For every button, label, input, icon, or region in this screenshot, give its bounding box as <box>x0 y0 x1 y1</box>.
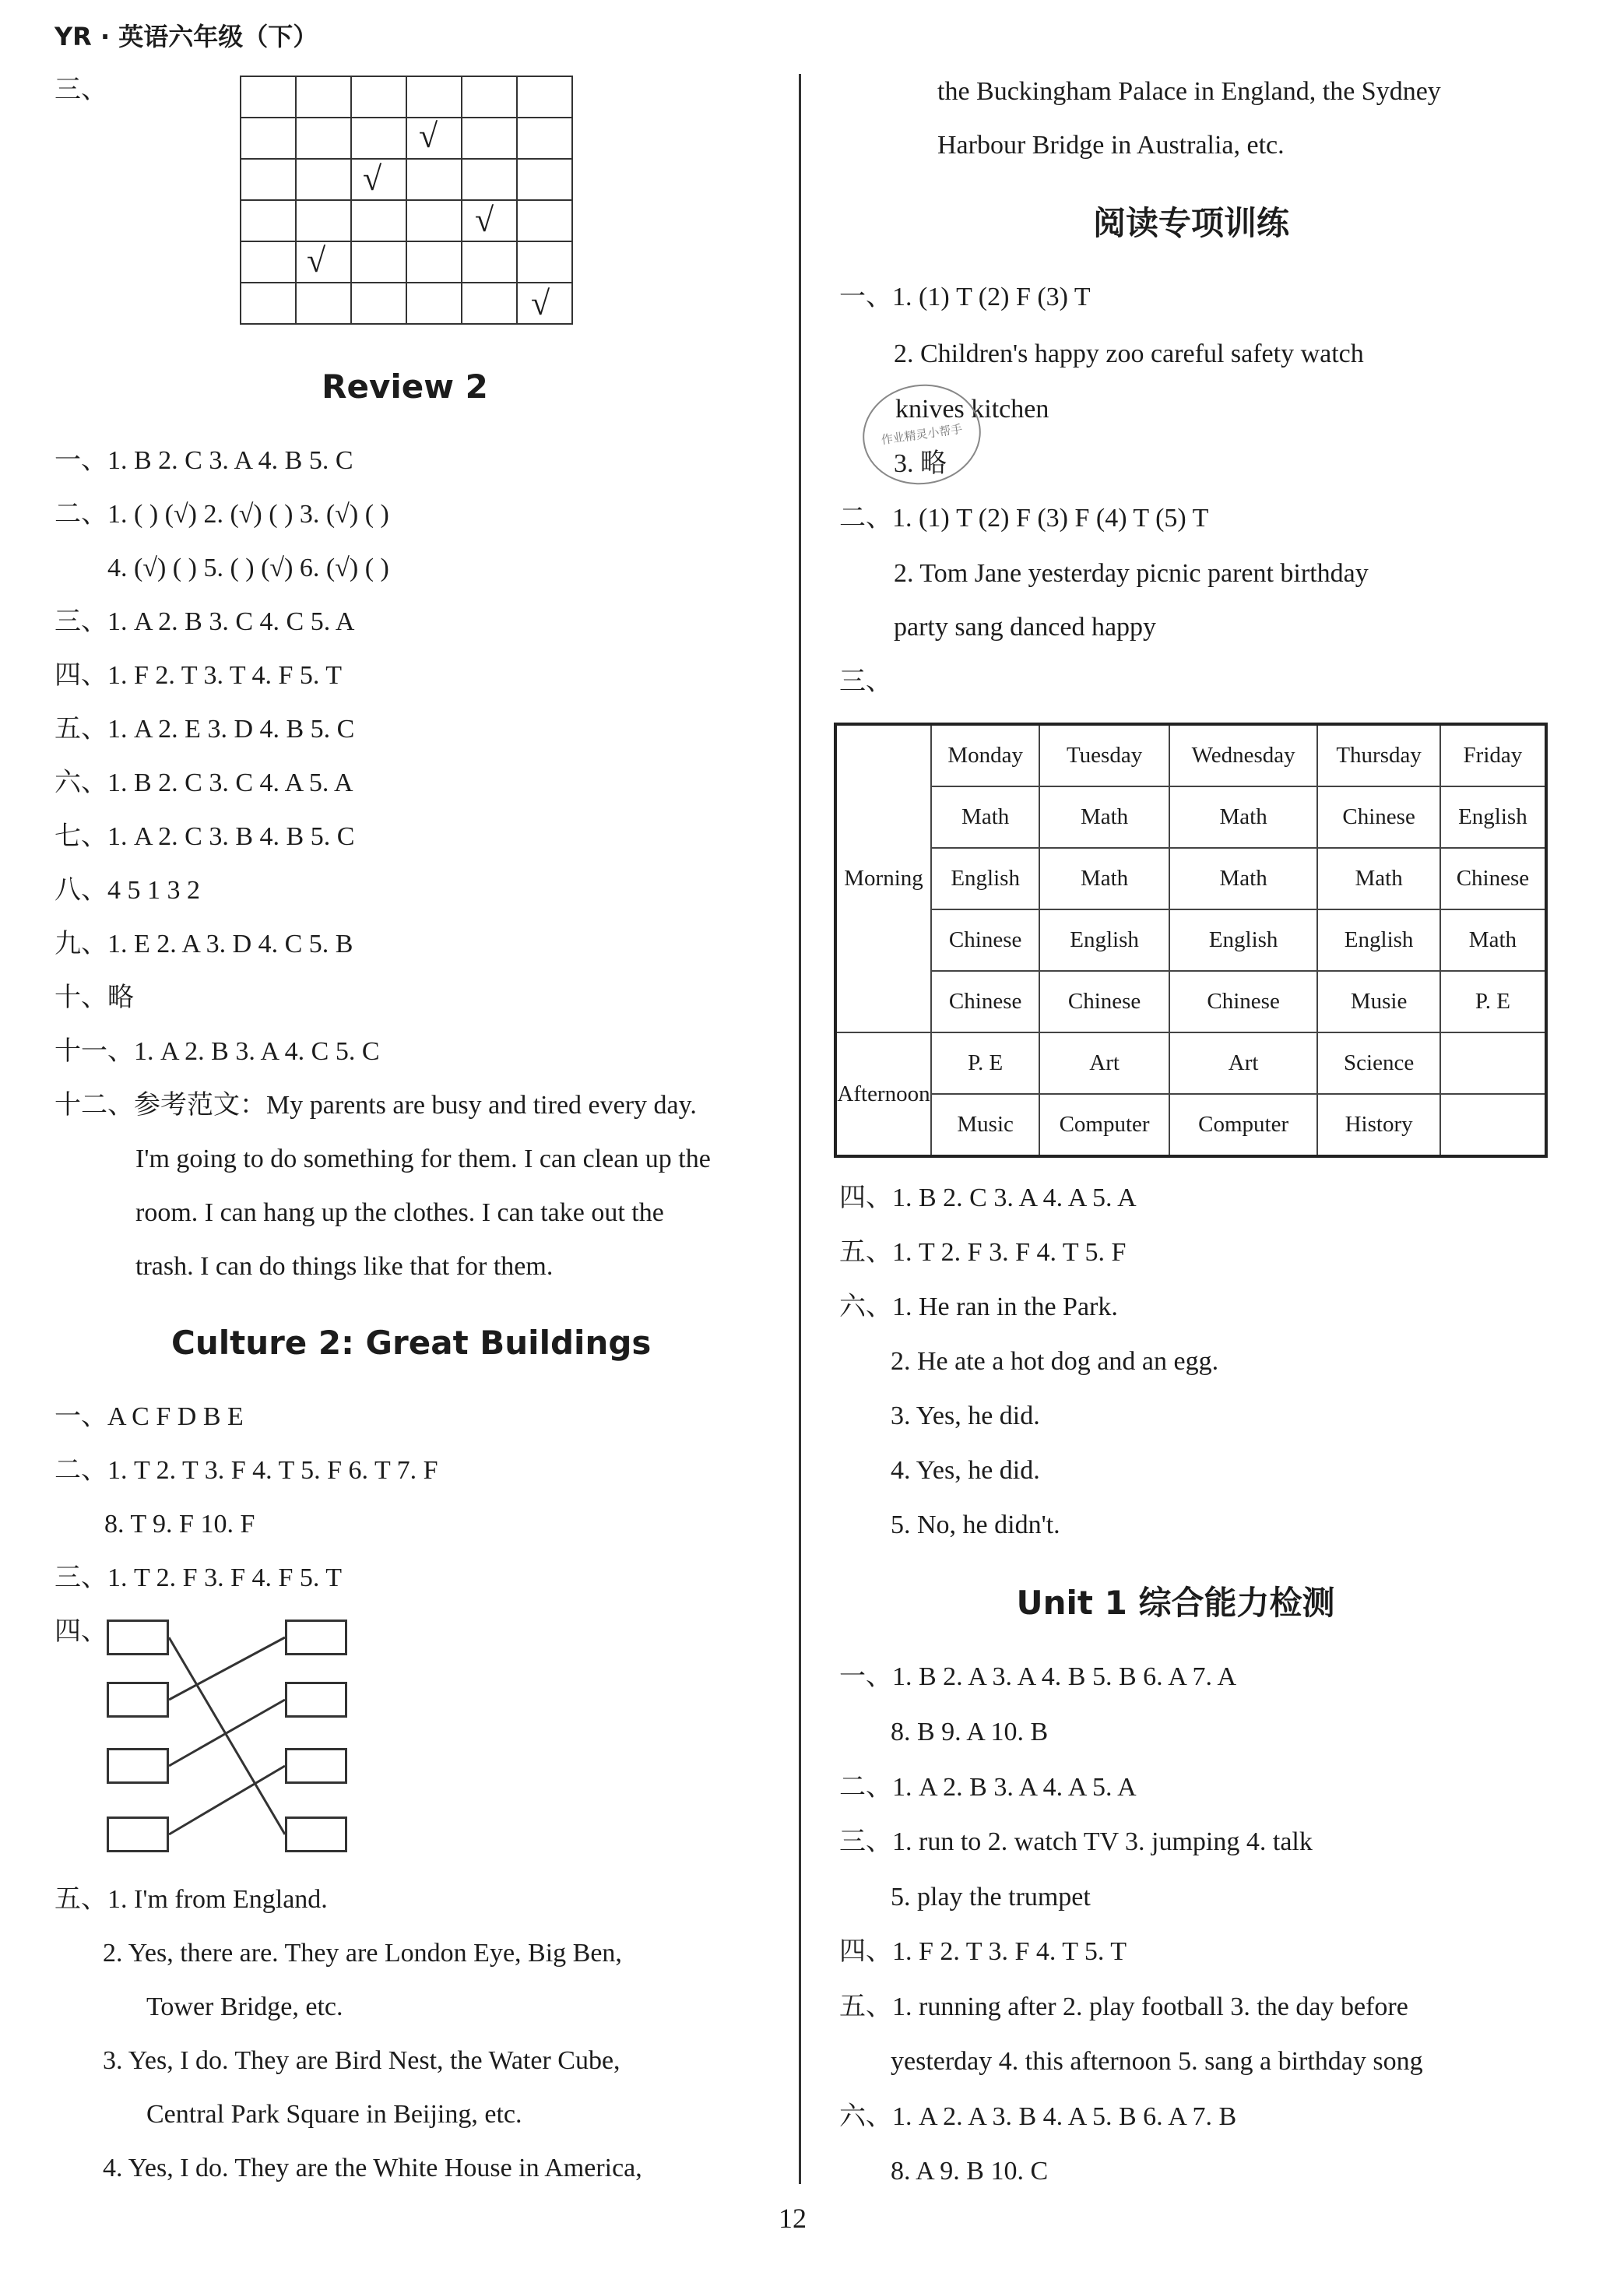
reading2-line: 5. No, he didn't. <box>891 1511 1060 1539</box>
check-mark-icon: √ <box>531 284 550 322</box>
check-mark-icon: √ <box>307 241 326 280</box>
review2-line: 4. (√) ( ) 5. ( ) (√) 6. (√) ( ) <box>107 554 389 582</box>
table-row <box>835 786 1546 848</box>
review2-line: 二、1. ( ) (√) 2. (√) ( ) 3. (√) ( ) <box>54 500 389 529</box>
culture2-answer-line: 3. Yes, I do. They are Bird Nest, the Water Cube, <box>103 2046 620 2075</box>
culture2-line: 8. T 9. F 10. F <box>104 1510 255 1539</box>
table-cell: Math <box>1440 909 1546 971</box>
culture2-answer-line: 4. Yes, I do. They are the White House in America, <box>103 2154 642 2182</box>
review2-line: 一、1. B 2. C 3. A 4. B 5. C <box>54 446 353 475</box>
table-row <box>835 909 1546 971</box>
reading-line: 二、1. (1) T (2) F (3) F (4) T (5) T <box>839 504 1209 533</box>
review2-line: 六、1. B 2. C 3. C 4. A 5. A <box>54 768 353 797</box>
table-cell: Computer <box>1169 1094 1318 1156</box>
culture2-line: 三、1. T 2. F 3. F 4. F 5. T <box>54 1563 343 1592</box>
review2-line: 十、略 <box>54 983 134 1012</box>
table-cell: Music <box>931 1094 1039 1156</box>
culture2-title: Culture 2: Great Buildings <box>171 1324 652 1362</box>
review2-essay-line: 十二、参考范文：My parents are busy and tired every day. <box>54 1091 697 1120</box>
afternoon-label: Afternoon <box>835 1032 931 1156</box>
table-cell: Musie <box>1317 971 1439 1032</box>
table-cell: Chinese <box>1317 786 1439 848</box>
table-cell <box>1440 1094 1546 1156</box>
review2-line: 七、1. A 2. C 3. B 4. B 5. C <box>54 822 355 851</box>
running-header: YR · 英语六年级（下） <box>54 22 318 51</box>
unit1-line: 8. A 9. B 10. C <box>891 2157 1049 2186</box>
check-mark-icon: √ <box>419 117 438 155</box>
reading-line: 三、 <box>839 667 892 696</box>
reading2-line: 四、1. B 2. C 3. A 4. A 5. A <box>839 1183 1137 1212</box>
reading-line: party sang danced happy <box>894 613 1157 642</box>
table-cell: Math <box>931 786 1039 848</box>
reading-line: 2. Tom Jane yesterday picnic parent birthday <box>894 559 1369 588</box>
reading2-line: 六、1. He ran in the Park. <box>839 1292 1118 1321</box>
check-mark-icon: √ <box>475 201 494 239</box>
table-row <box>835 1032 1546 1094</box>
reading2-line: 2. He ate a hot dog and an egg. <box>891 1347 1219 1376</box>
table-cell: Chinese <box>1440 848 1546 909</box>
culture2-line: 二、1. T 2. T 3. F 4. T 5. F 6. T 7. F <box>54 1456 438 1485</box>
table-cell <box>1440 1032 1546 1094</box>
reading-title: 阅读专项训练 <box>1092 204 1289 242</box>
review2-line: 四、1. F 2. T 3. T 4. F 5. T <box>54 661 343 690</box>
unit1-title: Unit 1 综合能力检测 <box>1016 1584 1335 1622</box>
unit1-line: 四、1. F 2. T 3. F 4. T 5. T <box>839 1937 1127 1966</box>
table-row <box>835 848 1546 909</box>
reading-line: 一、1. (1) T (2) F (3) T <box>839 283 1091 311</box>
table-cell: Math <box>1039 786 1169 848</box>
reading2-line: 五、1. T 2. F 3. F 4. T 5. F <box>839 1238 1127 1267</box>
review2-essay-line: trash. I can do things like that for them. <box>135 1252 554 1281</box>
review2-essay-line: I'm going to do something for them. I can clean up the <box>135 1145 711 1173</box>
unit1-line: 三、1. run to 2. watch TV 3. jumping 4. talk <box>839 1827 1313 1856</box>
day-header: Thursday <box>1317 724 1439 786</box>
continued-line: the Buckingham Palace in England, the Sydney <box>937 77 1441 106</box>
review2-title: Review 2 <box>322 368 488 406</box>
table-cell: P. E <box>931 1032 1039 1094</box>
unit1-line: 8. B 9. A 10. B <box>891 1718 1049 1746</box>
unit1-line: 六、1. A 2. A 3. B 4. A 5. B 6. A 7. B <box>839 2102 1237 2131</box>
continued-line: Harbour Bridge in Australia, etc. <box>937 131 1285 160</box>
review2-line: 九、1. E 2. A 3. D 4. C 5. B <box>54 930 353 958</box>
reading2-line: 4. Yes, he did. <box>891 1456 1040 1485</box>
table-cell: Math <box>1039 848 1169 909</box>
review2-line: 十一、1. A 2. B 3. A 4. C 5. C <box>54 1037 380 1066</box>
table-cell: English <box>1039 909 1169 971</box>
culture2-answer-line: Central Park Square in Beijing, etc. <box>146 2100 522 2129</box>
review2-line: 八、4 5 1 3 2 <box>54 876 200 905</box>
table-cell: English <box>931 848 1039 909</box>
table-cell: Science <box>1317 1032 1439 1094</box>
table-cell: Math <box>1169 848 1318 909</box>
table-cell: Chinese <box>931 971 1039 1032</box>
reading-line: knives kitchen <box>895 395 1049 424</box>
section-label-san: 三、 <box>54 76 107 104</box>
day-header: Wednesday <box>1169 724 1318 786</box>
table-cell: Computer <box>1039 1094 1169 1156</box>
unit1-line: 二、1. A 2. B 3. A 4. A 5. A <box>839 1773 1137 1802</box>
review2-essay-line: room. I can hang up the clothes. I can take out the <box>135 1198 664 1227</box>
table-row <box>835 1094 1546 1156</box>
table-cell: Math <box>1317 848 1439 909</box>
page-number: 12 <box>779 2203 807 2234</box>
reading-line: 3. 略 <box>894 449 947 478</box>
watermark-stamp: 作业精灵小帮手 <box>856 377 987 492</box>
table-cell: English <box>1317 909 1439 971</box>
table-cell: History <box>1317 1094 1439 1156</box>
table-cell: Chinese <box>1039 971 1169 1032</box>
review2-line: 三、1. A 2. B 3. C 4. C 5. A <box>54 607 355 636</box>
morning-label: Morning <box>835 724 931 1032</box>
section-label-si: 四、 <box>54 1617 107 1646</box>
culture2-answer-line: 五、1. I'm from England. <box>54 1885 328 1914</box>
unit1-line: 一、1. B 2. A 3. A 4. B 5. B 6. A 7. A <box>839 1662 1237 1691</box>
table-cell: Art <box>1169 1032 1318 1094</box>
table-cell: Math <box>1169 786 1318 848</box>
check-mark-icon: √ <box>363 160 382 198</box>
table-cell: English <box>1440 786 1546 848</box>
culture2-line: 一、A C F D B E <box>54 1402 244 1431</box>
table-cell: Chinese <box>931 909 1039 971</box>
culture2-answer-line: 2. Yes, there are. They are London Eye, Big Ben, <box>103 1939 622 1968</box>
unit1-line: 5. play the trumpet <box>891 1883 1091 1911</box>
table-cell: English <box>1169 909 1318 971</box>
unit1-line: 五、1. running after 2. play football 3. the day before <box>839 1992 1408 2021</box>
day-header: Monday <box>931 724 1039 786</box>
schedule-table <box>834 723 1548 1158</box>
reading2-line: 3. Yes, he did. <box>891 1402 1040 1430</box>
table-row <box>835 724 1546 786</box>
table-cell: Chinese <box>1169 971 1318 1032</box>
table-row <box>835 971 1546 1032</box>
reading-line: 2. Children's happy zoo careful safety watch <box>894 339 1364 368</box>
table-cell: P. E <box>1440 971 1546 1032</box>
table-cell: Art <box>1039 1032 1169 1094</box>
day-header: Friday <box>1440 724 1546 786</box>
unit1-line: yesterday 4. this afternoon 5. sang a birthday song <box>891 2047 1423 2076</box>
day-header: Tuesday <box>1039 724 1169 786</box>
culture2-answer-line: Tower Bridge, etc. <box>146 1992 343 2021</box>
review2-line: 五、1. A 2. E 3. D 4. B 5. C <box>54 715 355 744</box>
